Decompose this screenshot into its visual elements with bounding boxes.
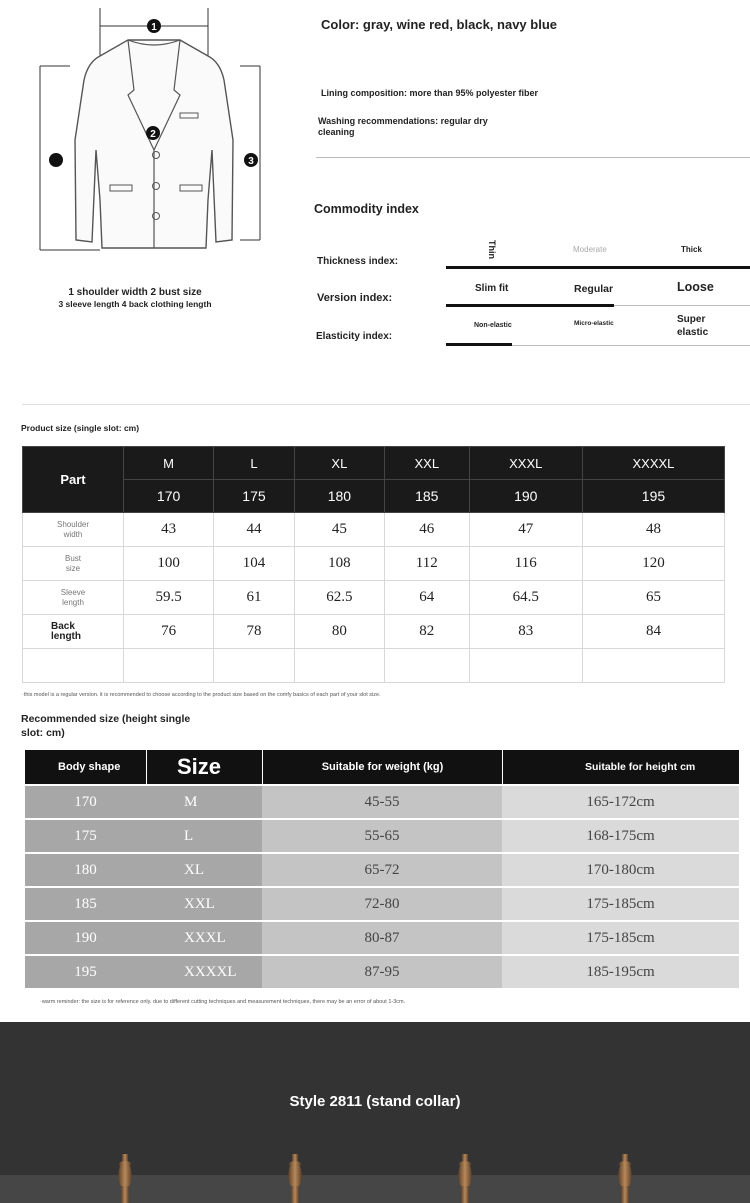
elasticity-label: Elasticity index: bbox=[316, 331, 393, 342]
elasticity-indicator-bar bbox=[446, 343, 512, 346]
table-cell: L bbox=[146, 820, 262, 852]
table-cell: 104 bbox=[214, 547, 295, 581]
table-row bbox=[25, 888, 739, 920]
table-cell: 45 bbox=[294, 513, 384, 547]
version-label: Version index: bbox=[317, 292, 393, 304]
table-row-empty bbox=[23, 649, 725, 683]
thickness-option-thick: Thick bbox=[681, 245, 702, 254]
recommended-title: Recommended size (height single slot: cm) bbox=[21, 713, 191, 739]
table-cell: 175-185cm bbox=[502, 888, 739, 920]
table-cell: 112 bbox=[384, 547, 469, 581]
table-cell: 78 bbox=[214, 615, 295, 649]
table-cell: 87-95 bbox=[262, 956, 502, 988]
version-option-regular: Regular bbox=[574, 283, 614, 295]
size-header: L bbox=[214, 447, 295, 480]
color-info: Color: gray, wine red, black, navy blue bbox=[321, 17, 557, 32]
product-size-table bbox=[22, 446, 725, 683]
marker-shoulder-icon bbox=[147, 19, 161, 33]
table-row bbox=[25, 820, 739, 852]
part-header: Part bbox=[23, 447, 124, 513]
table-cell: XXXL bbox=[146, 922, 262, 954]
lining-info: Lining composition: more than 95% polyester fiber bbox=[321, 88, 539, 98]
table-cell: 120 bbox=[582, 547, 724, 581]
table-cell: 175 bbox=[25, 820, 146, 852]
caption-line-2: 3 sleeve length 4 back clothing length bbox=[58, 299, 212, 309]
size-table-title: Product size (single slot: cm) bbox=[21, 423, 140, 433]
thickness-option-moderate: Moderate bbox=[573, 245, 607, 254]
finial-decorations bbox=[0, 1150, 750, 1203]
svg-text:1: 1 bbox=[151, 22, 157, 33]
table-cell: 175-185cm bbox=[502, 922, 739, 954]
table-cell: 185 bbox=[25, 888, 146, 920]
marker-sleeve-icon bbox=[244, 153, 258, 167]
table-cell: 83 bbox=[469, 615, 582, 649]
table-cell: 190 bbox=[25, 922, 146, 954]
table-cell: 195 bbox=[25, 956, 146, 988]
version-option-slim: Slim fit bbox=[475, 283, 509, 294]
table-cell: 55-65 bbox=[262, 820, 502, 852]
table-cell: 165-172cm bbox=[502, 786, 739, 818]
table-cell: XL bbox=[146, 854, 262, 886]
commodity-index-title: Commodity index bbox=[314, 202, 419, 216]
style-title: Style 2811 (stand collar) bbox=[289, 1093, 461, 1110]
recommended-size-table bbox=[25, 748, 739, 990]
header-body-shape: Body shape bbox=[25, 750, 146, 784]
table-cell: XXL bbox=[146, 888, 262, 920]
table-cell: 61 bbox=[214, 581, 295, 615]
table-cell: 108 bbox=[294, 547, 384, 581]
height-header: 180 bbox=[294, 480, 384, 513]
table-cell: 47 bbox=[469, 513, 582, 547]
size-table-note: ·this model is a regular version. it is recommended to choose according to the product size based on the comfy basics of each part of your slot size. bbox=[22, 692, 381, 698]
size-header: XXXXL bbox=[582, 447, 724, 480]
version-indicator-bar bbox=[446, 304, 614, 307]
height-header: 190 bbox=[469, 480, 582, 513]
row-label: Back length bbox=[23, 615, 124, 649]
table-row bbox=[25, 786, 739, 818]
header-size: Size bbox=[146, 750, 262, 784]
table-cell: XXXXL bbox=[146, 956, 262, 988]
svg-text:2: 2 bbox=[150, 129, 156, 140]
row-label: Sleeve length bbox=[23, 581, 124, 615]
elasticity-option-super: Super elastic bbox=[677, 314, 709, 338]
table-cell: 64.5 bbox=[469, 581, 582, 615]
thickness-label: Thickness index: bbox=[317, 256, 399, 267]
elasticity-option-micro: Micro-elastic bbox=[574, 320, 614, 327]
size-header: XL bbox=[294, 447, 384, 480]
size-header: XXXL bbox=[469, 447, 582, 480]
table-cell: 62.5 bbox=[294, 581, 384, 615]
size-header: XXL bbox=[384, 447, 469, 480]
finial-icon bbox=[618, 1154, 632, 1203]
version-option-loose: Loose bbox=[677, 280, 714, 294]
table-cell: 82 bbox=[384, 615, 469, 649]
height-header: 170 bbox=[124, 480, 214, 513]
row-label: Bust size bbox=[23, 547, 124, 581]
caption-line-1: 1 shoulder width 2 bust size bbox=[68, 287, 202, 298]
table-row bbox=[23, 615, 725, 649]
table-row bbox=[23, 513, 725, 547]
thickness-option-thin: Thin bbox=[487, 240, 497, 259]
marker-back-length-icon bbox=[49, 153, 63, 167]
table-cell: 48 bbox=[582, 513, 724, 547]
table-cell: 185-195cm bbox=[502, 956, 739, 988]
height-header: 175 bbox=[214, 480, 295, 513]
finial-icon bbox=[288, 1154, 302, 1203]
elasticity-option-non: Non-elastic bbox=[474, 322, 512, 329]
table-cell: 180 bbox=[25, 854, 146, 886]
size-header: M bbox=[124, 447, 214, 480]
table-cell: 46 bbox=[384, 513, 469, 547]
header-height: Suitable for height cm bbox=[502, 750, 739, 784]
table-cell: 64 bbox=[384, 581, 469, 615]
table-cell: 80-87 bbox=[262, 922, 502, 954]
table-cell: M bbox=[146, 786, 262, 818]
table-row bbox=[25, 854, 739, 886]
finial-icon bbox=[458, 1154, 472, 1203]
jacket-measurement-diagram bbox=[30, 0, 270, 260]
thickness-indicator-bar bbox=[446, 266, 750, 269]
table-cell: 170-180cm bbox=[502, 854, 739, 886]
table-row bbox=[23, 547, 725, 581]
table-cell: 170 bbox=[25, 786, 146, 818]
washing-info: Washing recommendations: regular dry cleaning bbox=[318, 116, 488, 137]
row-label: Shoulder width bbox=[23, 513, 124, 547]
table-cell: 168-175cm bbox=[502, 820, 739, 852]
table-cell: 76 bbox=[124, 615, 214, 649]
section-divider bbox=[22, 404, 750, 405]
table-cell: 100 bbox=[124, 547, 214, 581]
table-cell: 45-55 bbox=[262, 786, 502, 818]
table-cell: 43 bbox=[124, 513, 214, 547]
table-cell: 65 bbox=[582, 581, 724, 615]
svg-text:3: 3 bbox=[248, 156, 254, 167]
table-cell: 59.5 bbox=[124, 581, 214, 615]
table-row bbox=[25, 956, 739, 988]
table-cell: 84 bbox=[582, 615, 724, 649]
table-cell: 80 bbox=[294, 615, 384, 649]
height-header: 195 bbox=[582, 480, 724, 513]
table-row bbox=[23, 581, 725, 615]
marker-bust-icon bbox=[146, 126, 160, 140]
height-header: 185 bbox=[384, 480, 469, 513]
table-cell: 65-72 bbox=[262, 854, 502, 886]
finial-icon bbox=[118, 1154, 132, 1203]
table-cell: 72-80 bbox=[262, 888, 502, 920]
header-weight: Suitable for weight (kg) bbox=[262, 750, 502, 784]
table-cell: 44 bbox=[214, 513, 295, 547]
recommended-note: ·warm reminder: the size is for reference only. due to different cutting techniques and measurement techniques, there may be an error of about 1-3cm. bbox=[40, 999, 406, 1005]
info-divider bbox=[316, 157, 750, 158]
table-row bbox=[25, 922, 739, 954]
table-cell: 116 bbox=[469, 547, 582, 581]
diagram-caption bbox=[55, 287, 215, 309]
